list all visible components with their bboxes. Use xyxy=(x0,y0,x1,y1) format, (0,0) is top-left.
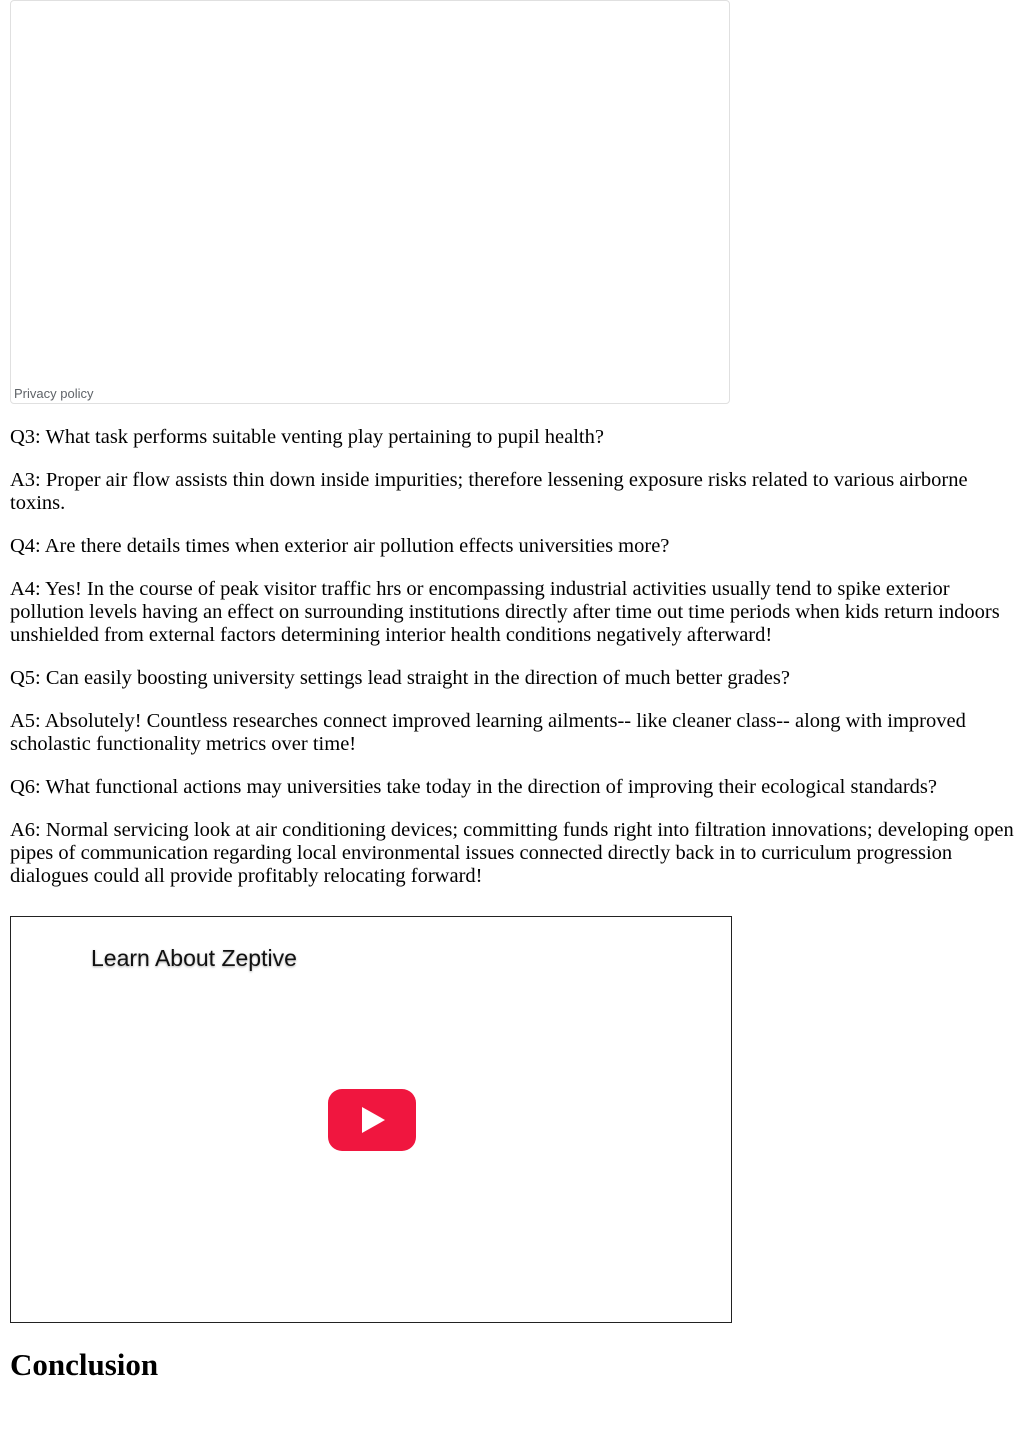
video-title[interactable]: Learn About Zeptive xyxy=(91,945,297,971)
faq-question: Q4: Are there details times when exterior air pollution effects universities more? xyxy=(10,535,670,557)
video-embed[interactable] xyxy=(10,916,732,1323)
faq-answer: A4: Yes! In the course of peak visitor traffic hrs or encompassing industrial activities usually tend to spike exterior pollution levels having an effect on surrounding institutions directly after time out time periods when kids return indoors unshielded from external factors determining interior health conditions negatively afterward! xyxy=(10,578,1000,646)
faq-question: Q5: Can easily boosting university settings lead straight in the direction of much better grades? xyxy=(10,667,790,689)
faq-question: Q6: What functional actions may universities take today in the direction of improving their ecological standards? xyxy=(10,776,937,798)
youtube-play-icon[interactable] xyxy=(328,1089,416,1151)
faq-answer: A5: Absolutely! Countless researches connect improved learning ailments-- like cleaner class-- along with improved scholastic functionality metrics over time! xyxy=(10,710,966,755)
map-embed[interactable] xyxy=(10,0,730,404)
faq-question: Q3: What task performs suitable venting play pertaining to pupil health? xyxy=(10,426,604,448)
privacy-policy-link[interactable]: Privacy policy xyxy=(14,386,96,402)
faq-answer: A3: Proper air flow assists thin down inside impurities; therefore lessening exposure risks related to various airborne toxins. xyxy=(10,469,968,514)
faq-answer: A6: Normal servicing look at air conditioning devices; committing funds right into filtration innovations; developing open pipes of communication regarding local environmental issues connected directly back in to curriculum progression dialogues could all provide profitably relocating forward! xyxy=(10,819,1014,887)
play-triangle-icon xyxy=(362,1107,385,1133)
faq-section xyxy=(10,426,1015,908)
conclusion-heading: Conclusion xyxy=(10,1347,159,1382)
